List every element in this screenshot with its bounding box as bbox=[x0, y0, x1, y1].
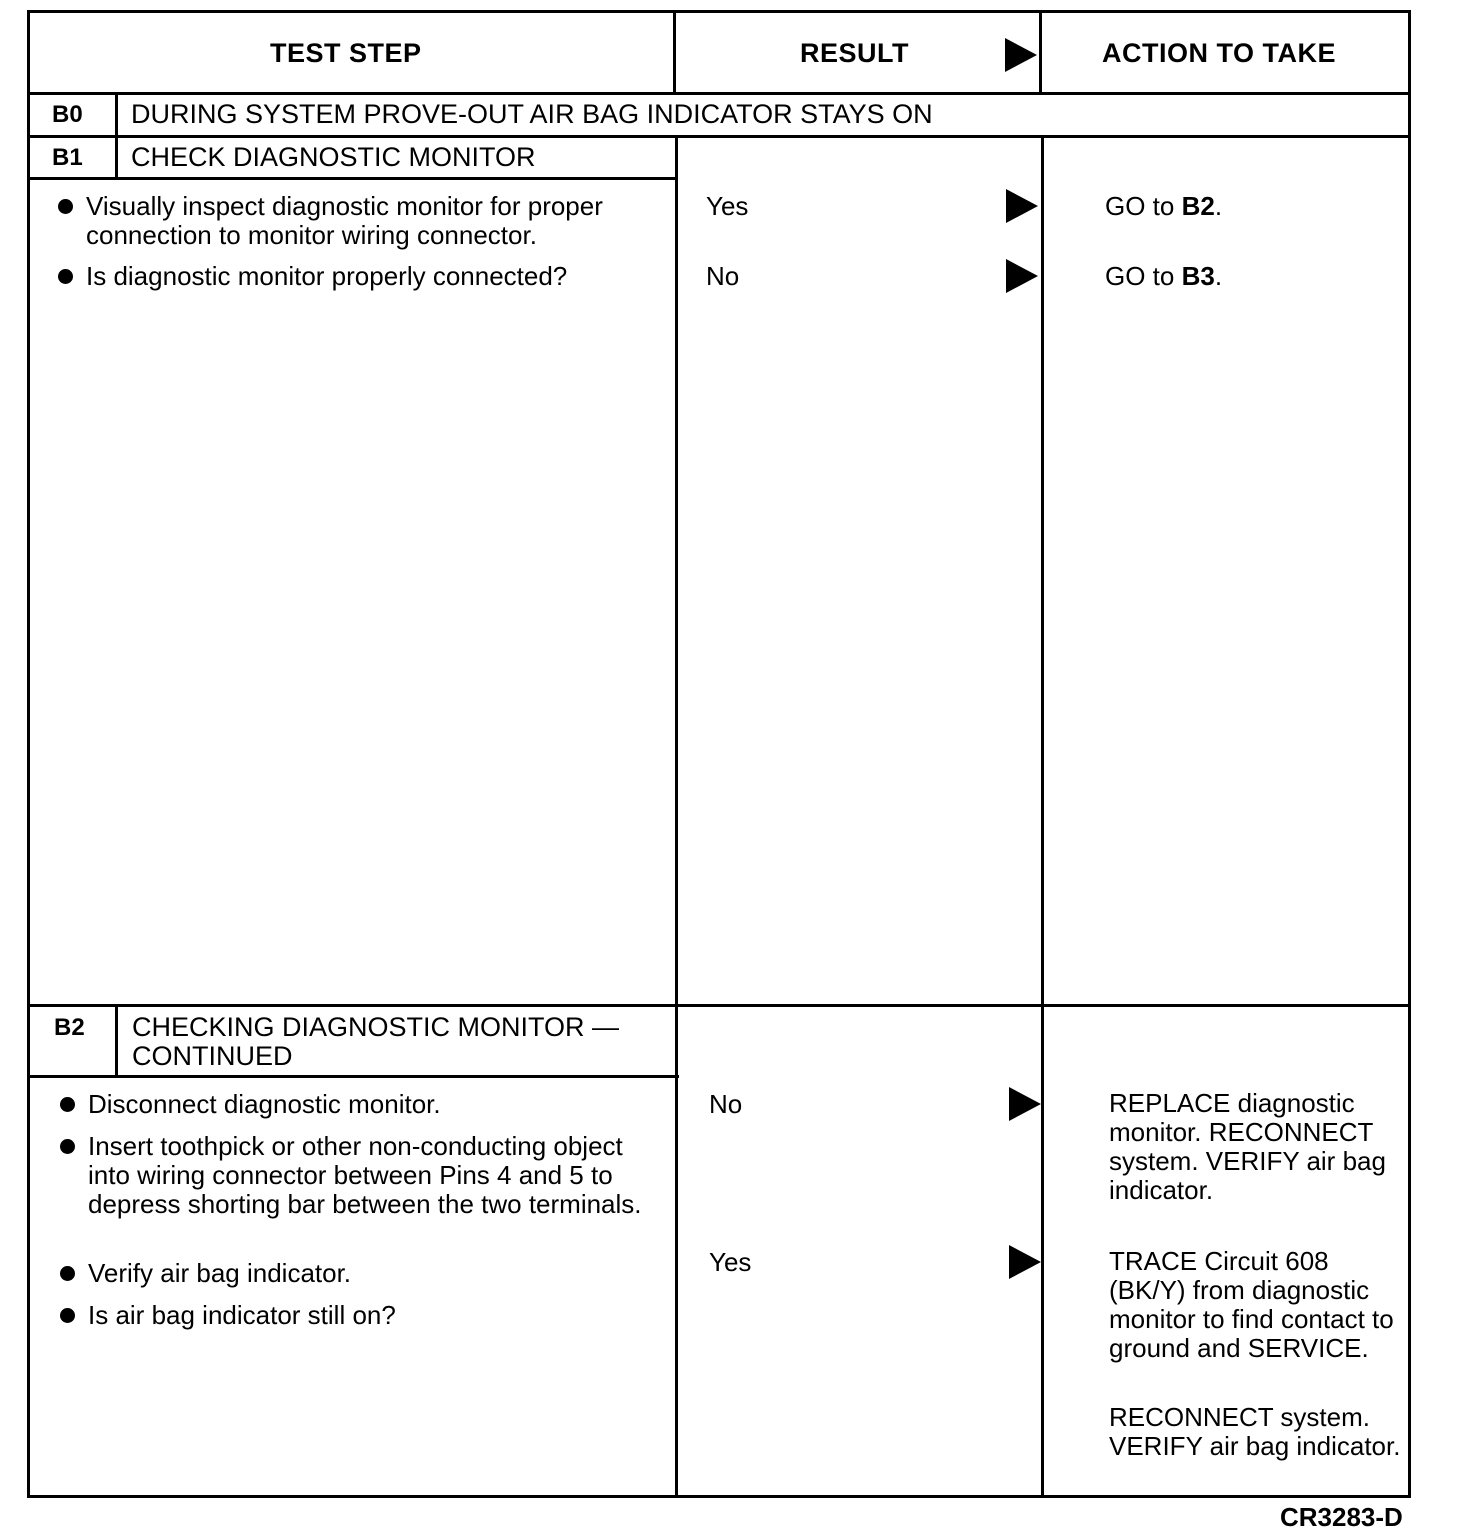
b2-title-line1: CHECKING DIAGNOSTIC MONITOR — bbox=[132, 1012, 620, 1042]
b2-step-3: Verify air bag indicator. bbox=[88, 1258, 352, 1288]
b1-code: B1 bbox=[52, 144, 83, 171]
b1-result-no: No bbox=[706, 261, 740, 291]
b2-step-2-bullet bbox=[60, 1139, 75, 1154]
b2-code: B2 bbox=[54, 1014, 85, 1041]
b1-action-no bbox=[1105, 262, 1222, 291]
b2-step-4-bullet bbox=[60, 1308, 75, 1323]
b2-action-no: REPLACE diagnostic monitor. RECONNECT system. VERIFY air bag indicator. bbox=[1109, 1088, 1386, 1205]
b1-step-2-bullet bbox=[58, 269, 73, 284]
col-rule-result bbox=[675, 135, 678, 1498]
b2-step-3-bullet bbox=[60, 1266, 75, 1281]
col-rule-result-header bbox=[673, 10, 676, 94]
b1-action-yes-prefix: GO to bbox=[1105, 191, 1182, 221]
b1-result-yes-arrow-icon bbox=[1006, 189, 1038, 223]
b2-result-no: No bbox=[709, 1089, 743, 1119]
header-rule bbox=[27, 92, 1411, 95]
b2-action-yes: TRACE Circuit 608 (BK/Y) from diagnostic monitor to find contact to ground and SERVICE. bbox=[1109, 1246, 1394, 1363]
b0-title: DURING SYSTEM PROVE-OUT AIR BAG INDICATOR STAYS ON bbox=[131, 99, 933, 129]
b2-code-rule bbox=[115, 1004, 118, 1077]
b2-result-no-arrow-icon bbox=[1009, 1087, 1041, 1121]
header-test-step: TEST STEP bbox=[270, 38, 422, 68]
col-rule-action-header bbox=[1039, 10, 1042, 94]
b2-step-2: Insert toothpick or other non-conducting object into wiring connector between Pins 4 and 5 to depress shorting bar between the two terminals. bbox=[88, 1131, 642, 1219]
b2-step-1-bullet bbox=[60, 1097, 75, 1112]
b1-action-no-target: B3 bbox=[1181, 261, 1215, 291]
b1-result-no-arrow-icon bbox=[1006, 259, 1038, 293]
b2-result-yes-arrow-icon bbox=[1009, 1245, 1041, 1279]
b1-title-rule bbox=[27, 177, 677, 180]
b2-step-1: Disconnect diagnostic monitor. bbox=[88, 1089, 441, 1119]
header-result: RESULT bbox=[800, 38, 909, 68]
b2-step-4: Is air bag indicator still on? bbox=[88, 1300, 396, 1330]
b1-action-yes-target: B2 bbox=[1181, 191, 1215, 221]
b2-result-yes: Yes bbox=[709, 1247, 752, 1277]
b1-b2-rule bbox=[27, 1004, 1411, 1007]
b0-code: B0 bbox=[52, 101, 83, 128]
figure-id: CR3283-D bbox=[1280, 1502, 1403, 1532]
b1-title: CHECK DIAGNOSTIC MONITOR bbox=[131, 142, 536, 172]
b2-title-line2: CONTINUED bbox=[132, 1041, 293, 1071]
header-arrow-icon bbox=[1005, 38, 1037, 72]
b1-action-no-prefix: GO to bbox=[1105, 261, 1182, 291]
b1-step-1: Visually inspect diagnostic monitor for proper connection to monitor wiring connector. bbox=[86, 191, 603, 250]
b1-step-1-bullet bbox=[58, 199, 73, 214]
b1-action-yes bbox=[1105, 192, 1222, 221]
b2-action-yes-continued: RECONNECT system. VERIFY air bag indicator. bbox=[1109, 1402, 1401, 1461]
col-rule-action bbox=[1041, 135, 1044, 1498]
b1-action-no-suffix: . bbox=[1214, 261, 1223, 291]
b1-result-yes: Yes bbox=[706, 191, 749, 221]
b1-action-yes-suffix: . bbox=[1214, 191, 1223, 221]
header-action: ACTION TO TAKE bbox=[1102, 38, 1336, 68]
b1-step-2: Is diagnostic monitor properly connected? bbox=[86, 261, 568, 291]
b0-code-rule bbox=[115, 92, 118, 178]
b2-title-rule bbox=[27, 1075, 679, 1078]
b0-rule bbox=[27, 135, 1411, 138]
